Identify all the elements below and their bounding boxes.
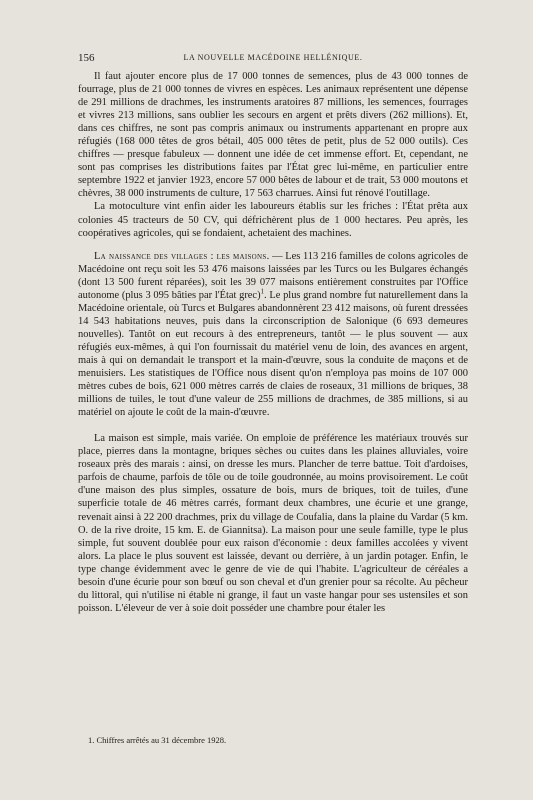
section-text-after-note: . Le plus grand nombre fut naturellement dans la Macédoine orientale, où Turcs et Bulgares abandonnèrent 23 412 maisons, où furent dressées 14 543 habitations neuves, puis dans la circonscription de Salonique (6 693 demeures nouvelles). Tantôt on eut recours à des entrepreneurs, tantôt — le plus souvent — aux réfugiés eux-mêmes, à qui l'on fournissait du matériel venu de loin, des avances en argent, mais à qui on demandait le transport et la main-d'œuvre, sous la conduite de maçons et de menuisiers. Les statistiques de l'Office nous disent qu'on n'employa pas moins de 107 000 mètres cubes de bois, 621 000 mètres carrés de claies de roseaux, 31 millions de briques, 38 millions de tuiles, le tout d'une valeur de 255 millions de drachmes, de 385 millions, si au matériel on ajoute le coût de la main-d'œuvre. — [78, 289, 468, 419]
paragraph-section-villages — [78, 250, 468, 420]
section-text-before-note: — Les 113 216 familles de colons agricoles de Macédoine ont reçu soit les 53 476 maisons laissées par les Turcs ou les Bulgares échangés (dont 13 500 furent réparées), soit les 39 077 maisons entièrement construites par l'Office autonome (plus 3 095 bâties par l'État grec) — [78, 250, 468, 301]
paragraph-equipment: Il faut ajouter encore plus de 17 000 tonnes de semences, plus de 43 000 tonnes de fourrage, plus de 21 000 tonnes de vivres en espèces. Les animaux représentent une dépense de 291 millions de drachmes, les instruments aratoires 87 millions, les semences, fourrages et vivres 213 millions, sans oublier les secours en argent et prêts divers (262 millions). Et, dans ces chiffres, ne sont pas compris animaux ou instruments appartenant en propre aux réfugiés (168 000 têtes de gros bétail, 405 000 têtes de petit, plus de 52 000 outils). Ces chiffres — presque fabuleux — donnent une idée de cet immense effort. Et, cependant, ne sont pas comprises les distributions faites par l'État grec lui-même, en particulier entre septembre 1922 et janvier 1923, encore 57 000 bêtes de labour et de trait, 53 000 moutons et chèvres, 38 000 instruments de culture, 17 563 charrues. Ainsi fut rénové l'outillage. — [78, 71, 468, 200]
page-body — [78, 70, 468, 615]
footnote-reference: 1 — [260, 287, 265, 296]
page-number: 156 — [78, 52, 95, 64]
page-header — [78, 52, 468, 66]
paragraph-motoculture: La motoculture vint enfin aider les laboureurs établis sur les friches : l'État prêta aux colonies 45 tracteurs de 50 CV, qui défrichèrent plus de 1 000 hectares. Peu après, les coopératives agricoles, qui se fondaient, achetaient des machines. — [78, 201, 468, 239]
footnote: 1. Chiffres arrêtés au 31 décembre 1928. — [88, 735, 227, 745]
paragraph-house: La maison est simple, mais variée. On emploie de préférence les matériaux trouvés sur place, pierres dans la montagne, briques sèches ou cuites dans les plaines alluviales, voire roseaux près des marais : ainsi, on dresse les murs. Plancher de terre battue. Toit d'ardoises, parfois de chaume, parfois de tôle ou de toile goudronnée, au moins provisoirement. Le coût d'une maison des plus simples, ossature de bois, murs de briques, toit de tuiles, d'une superficie totale de 46 mètres carrés, formant deux chambres, une écurie et une grange, revenait ainsi à 22 200 drachmes, prix du village de Coufalia, dans la plaine du Vardar (5 km. O. de la rive droite, 15 km. E. de Giannitsa). La maison pour une seule famille, type le plus simple, fut souvent doublée pour eux raison d'économie : deux familles accolées y vivent alors. La place le plus souvent est laissée, devant ou derrière, à un jardin potager. Enfin, le type change évidemment avec le genre de vie de qui l'habite. L'agriculteur de céréales a besoin d'une écurie pour son bœuf ou son cheval et d'un grenier pour sa récolte. Au pêcheur du littoral, qui n'utilise ni étable ni grange, il faut un vaste hangar pour ses ustensiles et son poisson. L'éleveur de ver à soie doit posséder une chambre pour étaler les — [78, 433, 468, 614]
running-title: LA NOUVELLE MACÉDOINE HELLÉNIQUE. — [183, 53, 363, 62]
section-heading: La naissance des villages : les maisons. — [94, 250, 270, 262]
